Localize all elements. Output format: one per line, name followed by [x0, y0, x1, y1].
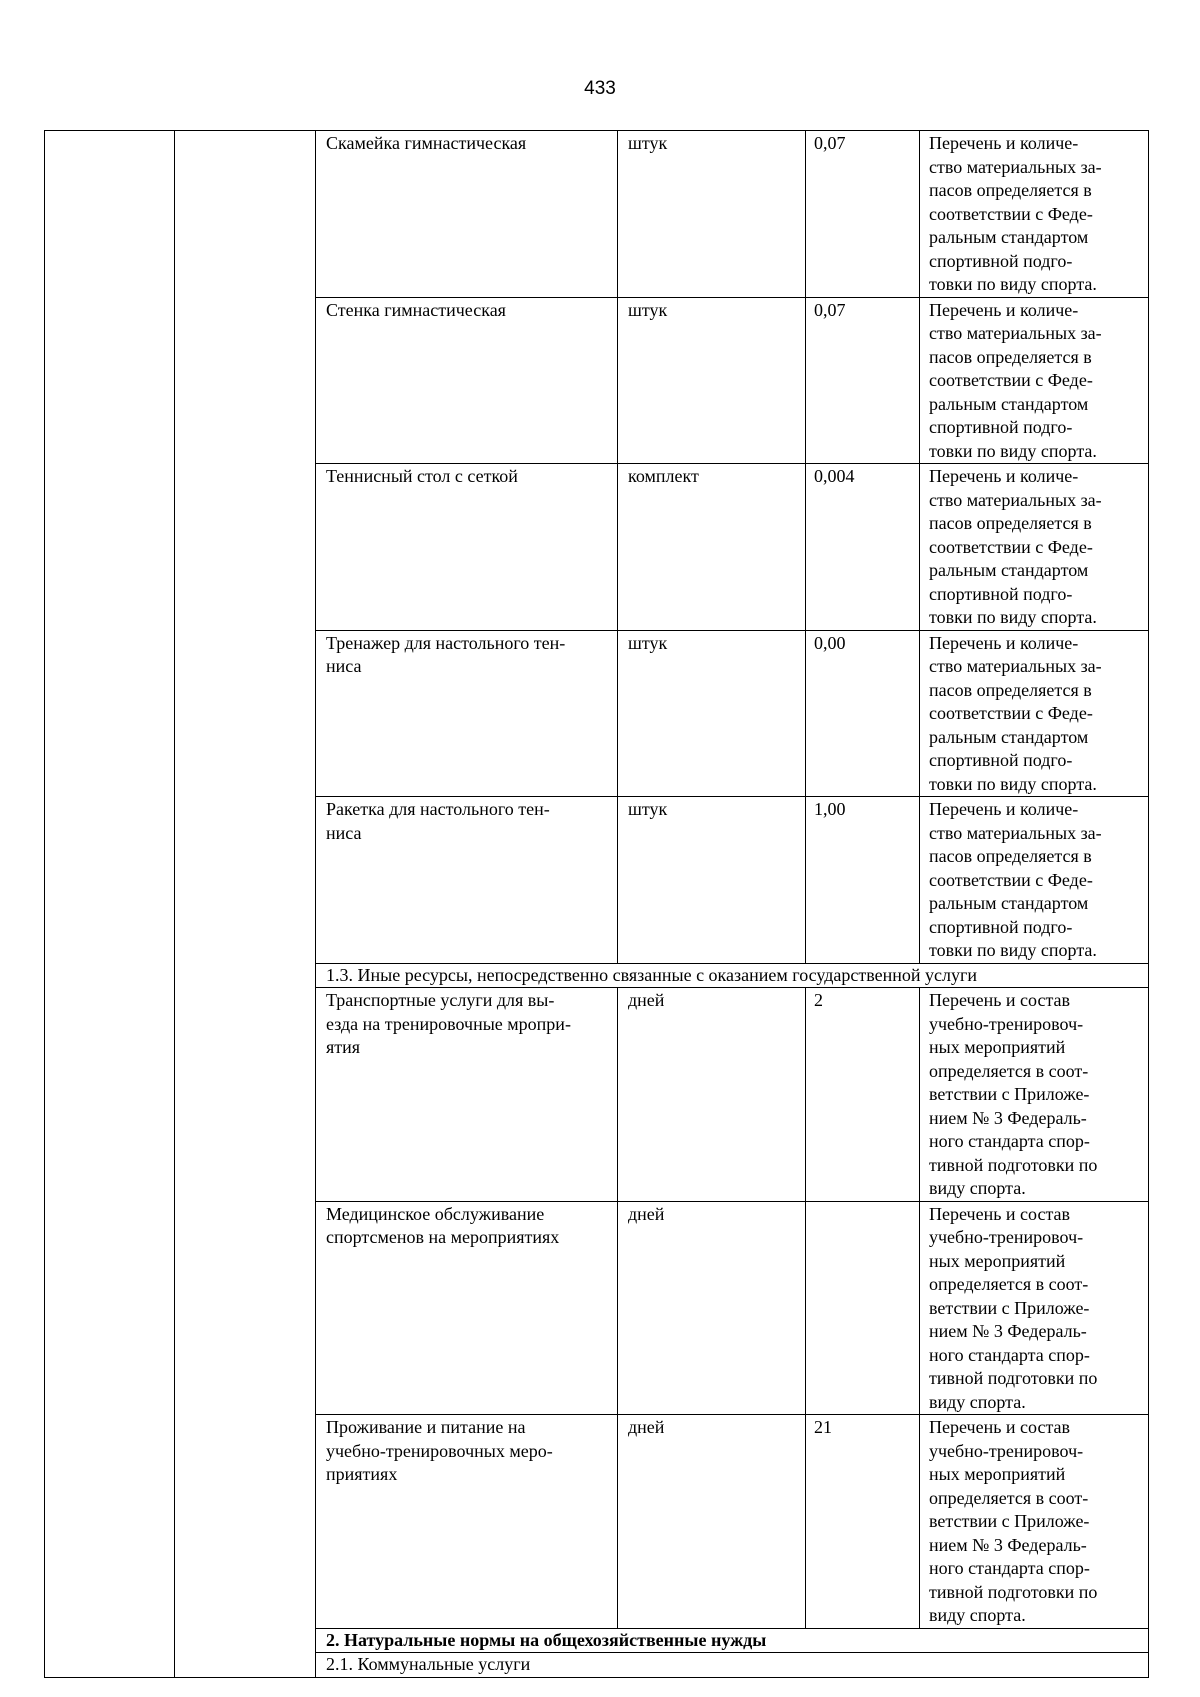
- item-unit: штук: [618, 797, 806, 964]
- item-note-line: товки по виду спорта.: [929, 274, 1097, 294]
- item-name-line: ниса: [326, 656, 362, 676]
- item-note-line: определяется в соот-: [929, 1274, 1089, 1294]
- item-note-line: товки по виду спорта.: [929, 440, 1097, 461]
- item-quantity: 0,07: [806, 297, 920, 464]
- item-note-line: соответствии с Феде-: [929, 703, 1093, 723]
- item-name-cell: [316, 797, 618, 964]
- item-unit: штук: [618, 630, 806, 797]
- item-note-cell: [920, 630, 1149, 797]
- item-note-line: товки по виду спорта.: [929, 940, 1097, 960]
- item-note-line: тивной подготовки по: [929, 1154, 1098, 1175]
- item-name: Ракетка для настольного тен-: [326, 799, 550, 819]
- item-quantity: 21: [806, 1415, 920, 1629]
- item-note-line: учебно-тренировоч-: [929, 1227, 1084, 1247]
- table-row: [45, 131, 1149, 298]
- item-note-line: виду спорта.: [929, 1605, 1026, 1625]
- item-quantity: 0,004: [806, 464, 920, 631]
- item-note-line: ного стандарта спор-: [929, 1558, 1090, 1578]
- item-note-cell: [920, 464, 1149, 631]
- item-note-line: Перечень и состав: [929, 1417, 1071, 1437]
- item-name: Проживание и питание на: [326, 1417, 526, 1437]
- item-note-line: Перечень и количе-: [929, 799, 1079, 819]
- item-name-line: езда на тренировочные мропри-: [326, 1013, 571, 1034]
- item-note-line: Перечень и состав: [929, 990, 1071, 1010]
- item-note-line: пасов определяется в: [929, 180, 1092, 200]
- item-note-line: тивной подготовки по: [929, 1368, 1098, 1388]
- item-name-cell: [316, 464, 618, 631]
- item-name-cell: [316, 630, 618, 797]
- page-number: 433: [584, 78, 616, 99]
- item-name-cell: [316, 1201, 618, 1415]
- item-note-line: нием № 3 Федераль-: [929, 1534, 1087, 1555]
- item-note-line: товки по виду спорта.: [929, 773, 1097, 794]
- item-note-line: тивной подготовки по: [929, 1581, 1098, 1602]
- item-note-line: ветствии с Приложе-: [929, 1297, 1090, 1318]
- item-note-line: товки по виду спорта.: [929, 607, 1097, 627]
- item-note-line: ство материальных за-: [929, 323, 1102, 343]
- item-note-line: ство материальных за-: [929, 156, 1102, 177]
- section-2-title: 2. Натуральные нормы на общехозяйственные нужды: [316, 1628, 1149, 1653]
- item-note-line: ного стандарта спор-: [929, 1344, 1090, 1365]
- item-note-line: ральным стандартом: [929, 893, 1089, 913]
- item-note-cell: [920, 1415, 1149, 1629]
- item-note-line: спортивной подго-: [929, 417, 1073, 437]
- item-name-line: приятиях: [326, 1464, 398, 1484]
- item-name-cell: [316, 297, 618, 464]
- item-note-line: ральным стандартом: [929, 227, 1089, 247]
- item-quantity: 0,00: [806, 630, 920, 797]
- item-note-line: Перечень и количе-: [929, 632, 1079, 653]
- item-note-line: Перечень и количе-: [929, 466, 1079, 486]
- item-note-line: ство материальных за-: [929, 489, 1102, 510]
- item-quantity: 0,07: [806, 131, 920, 298]
- item-note-line: ных мероприятий: [929, 1250, 1066, 1271]
- item-note-line: ветствии с Приложе-: [929, 1511, 1090, 1531]
- item-unit: комплект: [618, 464, 806, 631]
- item-name-line: учебно-тренировочных меро-: [326, 1440, 553, 1461]
- item-name: Транспортные услуги для вы-: [326, 990, 555, 1010]
- item-name-cell: [316, 131, 618, 298]
- item-note-line: соответствии с Феде-: [929, 869, 1093, 890]
- item-note-line: определяется в соот-: [929, 1060, 1089, 1081]
- item-name: Теннисный стол с сеткой: [326, 466, 518, 486]
- resources-table: [44, 130, 1149, 1678]
- item-name-line: спортсменов на мероприятиях: [326, 1227, 560, 1247]
- item-note-line: спортивной подго-: [929, 916, 1073, 937]
- item-note-cell: [920, 988, 1149, 1202]
- item-note-cell: [920, 297, 1149, 464]
- item-note-line: ство материальных за-: [929, 822, 1102, 843]
- item-unit: дней: [618, 1415, 806, 1629]
- item-note-line: соответствии с Феде-: [929, 203, 1093, 224]
- item-note-line: спортивной подго-: [929, 250, 1073, 271]
- item-note-line: ральным стандартом: [929, 393, 1089, 414]
- item-unit: дней: [618, 988, 806, 1202]
- item-note-line: ных мероприятий: [929, 1037, 1066, 1057]
- item-quantity: [806, 1201, 920, 1415]
- item-note-line: учебно-тренировоч-: [929, 1440, 1084, 1461]
- item-note-line: пасов определяется в: [929, 679, 1092, 700]
- item-unit: штук: [618, 297, 806, 464]
- item-name: Медицинское обслуживание: [326, 1203, 545, 1224]
- item-note-line: соответствии с Феде-: [929, 370, 1093, 390]
- item-note-cell: [920, 1201, 1149, 1415]
- item-name-cell: [316, 988, 618, 1202]
- item-unit: штук: [618, 131, 806, 298]
- item-note-cell: [920, 131, 1149, 298]
- subsection-title: 2.1. Коммунальные услуги: [316, 1653, 1149, 1678]
- item-note-line: ральным стандартом: [929, 726, 1089, 747]
- item-note-line: определяется в соот-: [929, 1487, 1089, 1508]
- item-note-line: ветствии с Приложе-: [929, 1084, 1090, 1104]
- item-note-cell: [920, 797, 1149, 964]
- item-note-line: соответствии с Феде-: [929, 536, 1093, 557]
- item-note-line: спортивной подго-: [929, 750, 1073, 770]
- item-note-line: ного стандарта спор-: [929, 1131, 1090, 1151]
- item-name: Скамейка гимнастическая: [326, 133, 527, 153]
- item-note-line: ство материальных за-: [929, 656, 1102, 676]
- empty-column-1: [45, 131, 175, 1678]
- empty-column-2: [175, 131, 316, 1678]
- item-note-line: Перечень и количе-: [929, 133, 1079, 153]
- item-note-line: ральным стандартом: [929, 560, 1089, 580]
- item-note-line: виду спорта.: [929, 1178, 1026, 1198]
- item-name-cell: [316, 1415, 618, 1629]
- item-name-line: ниса: [326, 822, 362, 843]
- item-note-line: спортивной подго-: [929, 583, 1073, 604]
- item-note-line: пасов определяется в: [929, 346, 1092, 367]
- item-name-line: ятия: [326, 1037, 361, 1057]
- item-note-line: учебно-тренировоч-: [929, 1013, 1084, 1034]
- item-unit: дней: [618, 1201, 806, 1415]
- item-note-line: нием № 3 Федераль-: [929, 1321, 1087, 1341]
- section-heading: 1.3. Иные ресурсы, непосредственно связанные с оказанием государственной услуги: [316, 963, 1149, 988]
- item-note-line: пасов определяется в: [929, 513, 1092, 533]
- item-quantity: 1,00: [806, 797, 920, 964]
- item-note-line: пасов определяется в: [929, 846, 1092, 866]
- item-note-line: Перечень и количе-: [929, 299, 1079, 320]
- item-name: Тренажер для настольного тен-: [326, 632, 566, 653]
- item-note-line: ных мероприятий: [929, 1464, 1066, 1484]
- item-note-line: Перечень и состав: [929, 1203, 1071, 1224]
- item-quantity: 2: [806, 988, 920, 1202]
- item-note-line: виду спорта.: [929, 1391, 1026, 1412]
- item-name: Стенка гимнастическая: [326, 299, 506, 320]
- item-note-line: нием № 3 Федераль-: [929, 1107, 1087, 1128]
